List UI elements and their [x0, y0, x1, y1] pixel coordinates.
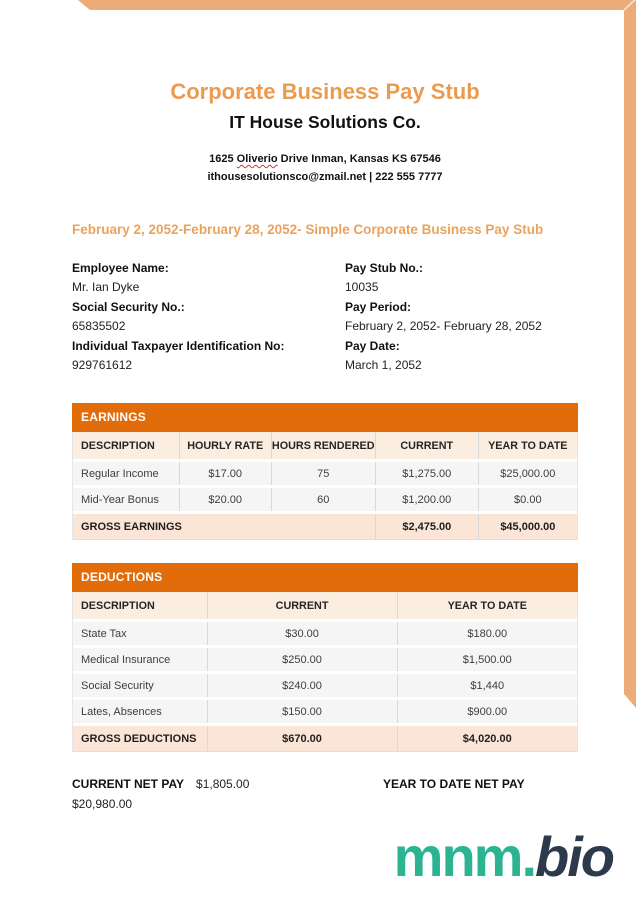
deduction-current: $30.00 — [207, 622, 397, 645]
earnings-col-description: DESCRIPTION — [81, 439, 155, 452]
deduction-current: $150.00 — [207, 700, 397, 723]
gross-earnings-current: $2,475.00 — [375, 514, 478, 539]
ytd-net-pay-label: YEAR TO DATE NET PAY — [383, 777, 525, 792]
deductions-table-body — [72, 592, 578, 752]
employee-name-value: Mr. Ian Dyke — [72, 280, 140, 295]
taxpayer-id-label: Individual Taxpayer Identification No: — [72, 338, 285, 353]
employee-info-section — [72, 259, 578, 375]
ytd-net-pay-value: $20,980.00 — [72, 796, 133, 811]
deduction-description: Social Security — [81, 679, 154, 692]
employee-info-left-column — [72, 259, 345, 375]
table-row — [73, 700, 577, 723]
pay-period-label: Pay Period: — [345, 299, 412, 314]
employee-info-right-column — [345, 259, 578, 375]
pay-stub-no-value: 10035 — [345, 280, 379, 295]
company-contact-block — [72, 151, 578, 186]
document-title: Corporate Business Pay Stub — [170, 79, 480, 104]
gross-deductions-current: $670.00 — [207, 726, 397, 751]
earnings-col-hourly-rate: HOURLY RATE — [179, 432, 271, 459]
gross-deductions-row — [73, 726, 577, 751]
pay-date-value: March 1, 2052 — [345, 358, 422, 373]
earnings-row-hours-rendered: 60 — [271, 488, 375, 511]
earnings-row-current: $1,275.00 — [375, 462, 478, 485]
earnings-col-current: CURRENT — [375, 432, 478, 459]
social-security-value: 65835502 — [72, 319, 126, 334]
company-address — [72, 151, 578, 169]
earnings-row-description: Regular Income — [81, 467, 159, 480]
address-prefix: 1625 — [209, 153, 237, 165]
gross-earnings-label: GROSS EARNINGS — [81, 520, 182, 533]
deductions-col-year-to-date: YEAR TO DATE — [397, 592, 577, 619]
earnings-col-hours-rendered: HOURS RENDERED — [271, 432, 375, 459]
pay-stub-no-label: Pay Stub No.: — [345, 261, 424, 275]
social-security-label: Social Security No.: — [72, 299, 185, 314]
pay-period-value: February 2, 2052- February 28, 2052 — [345, 319, 542, 334]
current-net-pay-label: CURRENT NET PAY — [72, 777, 185, 792]
deductions-col-current: CURRENT — [207, 592, 397, 619]
address-suffix: Drive Inman, Kansas KS 67546 — [277, 153, 441, 165]
deduction-year-to-date: $900.00 — [397, 700, 577, 723]
gross-deductions-label: GROSS DEDUCTIONS — [81, 732, 197, 745]
earnings-table — [72, 403, 578, 540]
earnings-row-year-to-date: $25,000.00 — [478, 462, 577, 485]
deduction-current: $240.00 — [207, 674, 397, 697]
table-row — [73, 674, 577, 697]
earnings-table-title: EARNINGS — [72, 403, 578, 432]
earnings-row-current: $1,200.00 — [375, 488, 478, 511]
table-row — [73, 488, 577, 511]
address-misspelled-word: Oliverio — [236, 153, 278, 165]
deduction-year-to-date: $1,440 — [397, 674, 577, 697]
net-pay-section — [72, 775, 578, 814]
employee-name-label: Employee Name: — [72, 261, 169, 275]
deductions-table-title: DEDUCTIONS — [72, 563, 578, 592]
deductions-header-row — [73, 592, 577, 619]
table-row — [73, 648, 577, 671]
earnings-header-row — [73, 432, 577, 459]
table-row — [73, 622, 577, 645]
company-name: IT House Solutions Co. — [229, 112, 421, 132]
deductions-col-description: DESCRIPTION — [81, 599, 155, 612]
taxpayer-id-value: 929761612 — [72, 358, 133, 373]
table-row — [73, 462, 577, 485]
gross-earnings-year-to-date: $45,000.00 — [478, 514, 577, 539]
deduction-description: Lates, Absences — [81, 705, 162, 718]
deduction-description: State Tax — [81, 627, 127, 640]
earnings-row-hourly-rate: $17.00 — [179, 462, 271, 485]
deductions-table — [72, 563, 578, 752]
earnings-row-hourly-rate: $20.00 — [179, 488, 271, 511]
earnings-table-body — [72, 432, 578, 540]
company-contact-line: ithousesolutionsco@zmail.net | 222 555 7777 — [207, 170, 443, 183]
logo-secondary-text: bio — [535, 825, 613, 888]
deduction-current: $250.00 — [207, 648, 397, 671]
earnings-row-description: Mid-Year Bonus — [81, 493, 159, 506]
deduction-year-to-date: $1,500.00 — [397, 648, 577, 671]
deduction-description: Medical Insurance — [81, 653, 171, 666]
period-heading: February 2, 2052-February 28, 2052- Simple Corporate Business Pay Stub — [72, 222, 544, 237]
current-net-pay-value: $1,805.00 — [196, 777, 250, 792]
deduction-year-to-date: $180.00 — [397, 622, 577, 645]
pay-date-label: Pay Date: — [345, 338, 400, 353]
earnings-col-year-to-date: YEAR TO DATE — [478, 432, 577, 459]
mnm-bio-logo — [394, 826, 613, 888]
logo-primary-text: mnm. — [393, 825, 536, 888]
gross-deductions-year-to-date: $4,020.00 — [397, 726, 577, 751]
earnings-row-year-to-date: $0.00 — [478, 488, 577, 511]
earnings-row-hours-rendered: 75 — [271, 462, 375, 485]
document-content — [72, 0, 578, 814]
gross-earnings-row — [73, 514, 577, 539]
net-pay-line1 — [72, 775, 578, 795]
